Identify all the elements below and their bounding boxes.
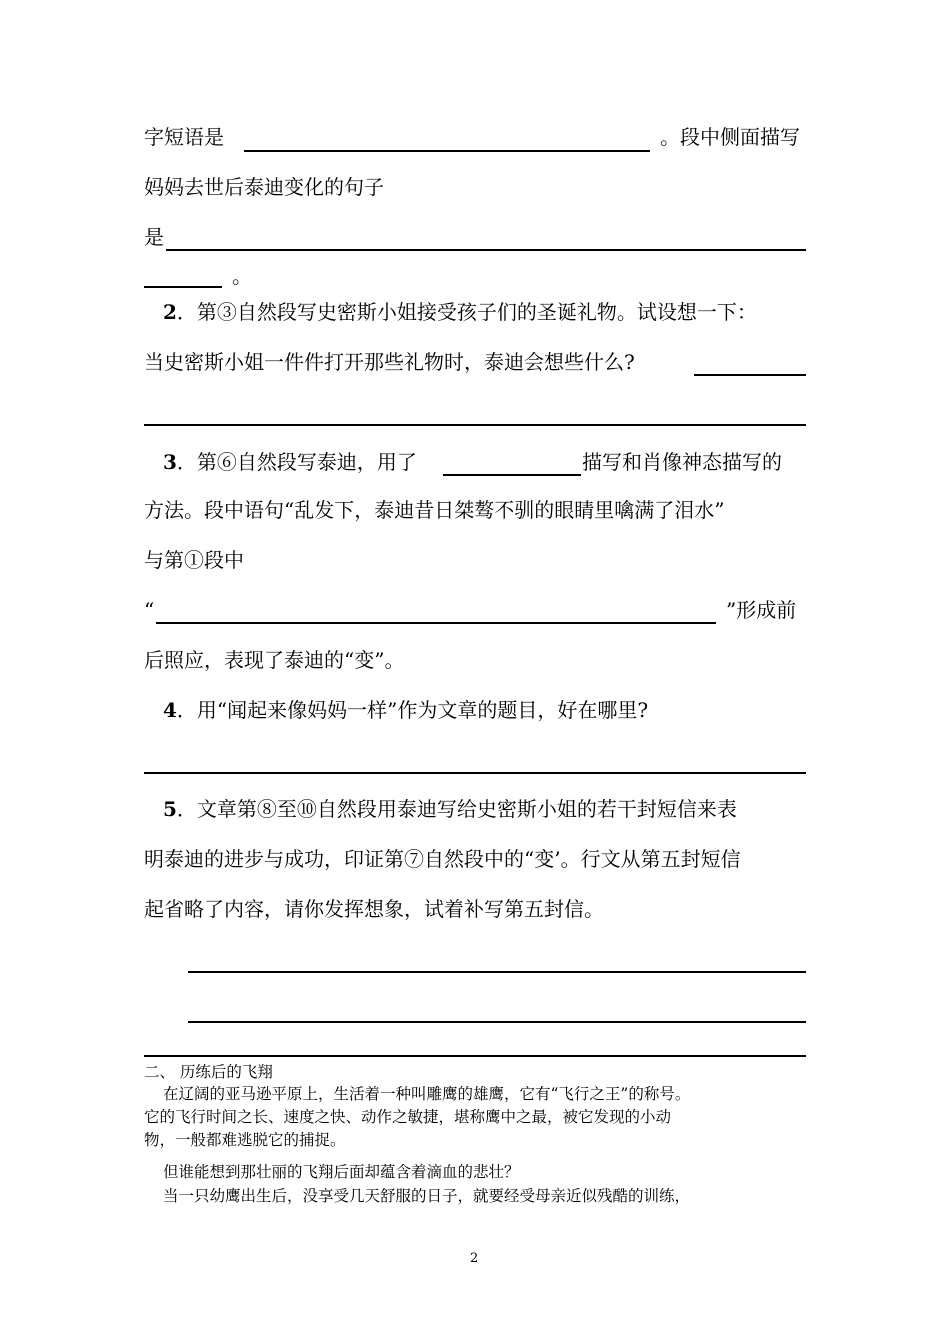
q5-answer-blank-3[interactable] [144, 1055, 806, 1057]
q4-number: 4 [163, 698, 177, 722]
q1-answer-blank-2[interactable] [166, 249, 806, 251]
q5-answer-blank-2[interactable] [188, 1021, 806, 1023]
section2-para1-line2: 它的飞行时间之长、速度之快、动作之敏捷，堪称鹰中之最，被它发现的小动 [144, 1108, 672, 1126]
q1-end-mark: 。 [232, 264, 252, 288]
q4-line-1 [163, 698, 648, 722]
page-number: 2 [470, 1251, 479, 1266]
q3-text-1a: ．第⑥自然段写泰迪，用了 [176, 450, 417, 474]
q2-number: 2 [163, 300, 177, 324]
q1-answer-blank-3[interactable] [144, 286, 222, 288]
q5-number: 5 [163, 797, 177, 821]
q5-text-2: 明泰迪的进步与成功，印证第⑦自然段中的“变’。行文从第五封短信 [144, 847, 741, 871]
section2-para2: 但谁能想到那壮丽的飞翔后面却蕴含着滴血的悲壮？ [163, 1163, 520, 1181]
q1-text-2: 妈妈去世后泰迪变化的句子 [144, 175, 384, 199]
q5-text-3: 起省略了内容，请你发挥想象，试着补写第五封信。 [144, 897, 604, 921]
section2-para3: 当一只幼鹰出生后，没享受几天舒服的日子，就要经受母亲近似残酷的训练， [163, 1187, 691, 1205]
section2-heading: 二、 历练后的飞翔 [144, 1063, 273, 1081]
q4-text-1: ．用“闻起来像妈妈一样”作为文章的题目，好在哪里? [176, 698, 649, 722]
section2-para1-line3: 物，一般都难逃脱它的捕捉。 [144, 1131, 346, 1149]
q3-open-quote: “ [144, 598, 155, 622]
q2-answer-blank-2[interactable] [144, 424, 806, 426]
q3-text-5: 后照应，表现了泰迪的“变”。 [144, 648, 405, 672]
q3-answer-blank-2[interactable] [156, 622, 716, 624]
q2-line-1 [163, 300, 757, 324]
q3-text-2: 方法。段中语句“乱发下，泰迪昔日桀骜不驯的眼睛里噙满了泪水” [144, 498, 725, 522]
q3-answer-blank-1[interactable] [443, 474, 581, 476]
q2-text-1: ．第③自然段写史密斯小姐接受孩子们的圣诞礼物。试设想一下： [176, 300, 757, 324]
q3-text-4: ”形成前 [726, 598, 797, 622]
q3-line-1 [163, 450, 417, 474]
q5-line-1 [163, 797, 737, 821]
q3-number: 3 [163, 450, 177, 474]
q3-text-1b: 描写和肖像神态描写的 [582, 450, 782, 474]
q1-text-1a: 字短语是 [144, 125, 224, 149]
q4-answer-blank[interactable] [144, 772, 806, 774]
q2-text-2: 当史密斯小姐一件件打开那些礼物时，泰迪会想些什么? [144, 350, 635, 374]
q3-text-3: 与第①段中 [144, 548, 244, 572]
q2-answer-blank-1[interactable] [694, 374, 806, 376]
q1-text-3: 是 [144, 225, 164, 249]
q1-text-1b: 。段中侧面描写 [660, 125, 800, 149]
section2-para1-line1: 在辽阔的亚马逊平原上，生活着一种叫雕鹰的雄鹰，它有“飞行之王”的称号。 [163, 1085, 691, 1103]
q1-answer-blank-1[interactable] [244, 150, 650, 152]
q5-text-1: ．文章第⑧至⑩自然段用泰迪写给史密斯小姐的若干封短信来表 [176, 797, 737, 821]
q5-answer-blank-1[interactable] [188, 971, 806, 973]
